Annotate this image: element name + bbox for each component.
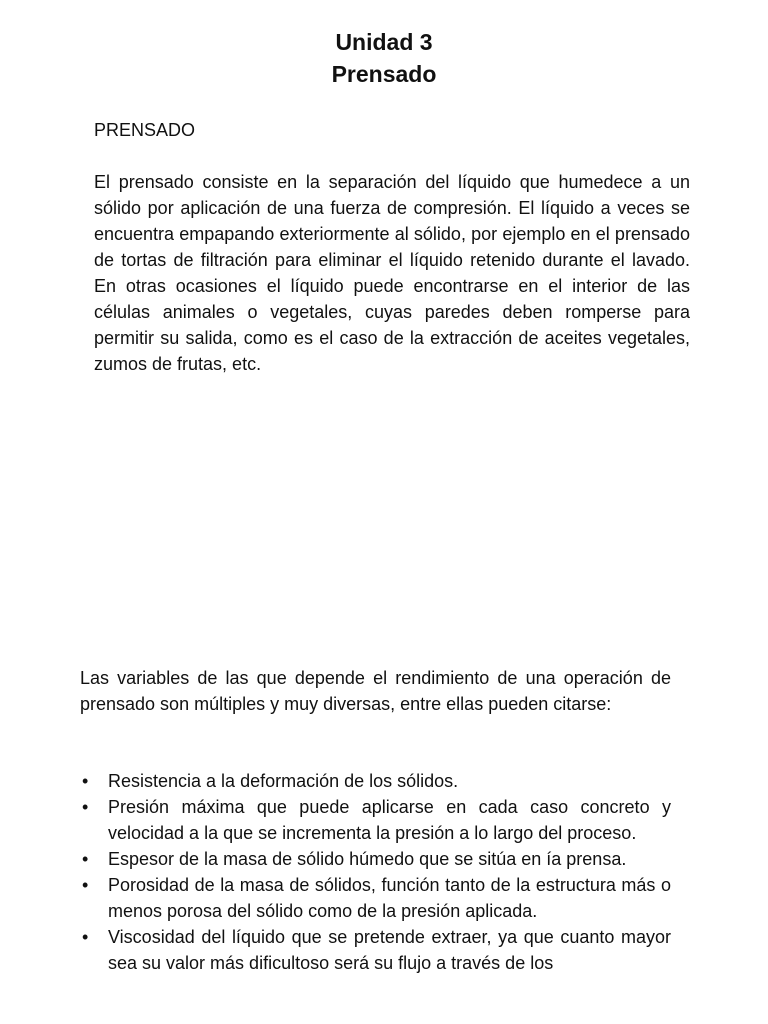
list-item — [80, 768, 671, 794]
list-item-text: Resistencia a la deformación de los sólidos. — [108, 771, 459, 791]
list-item-text: Viscosidad del líquido que se pretende extraer, ya que cuanto mayor sea su valor más dificultoso será su flujo a través de los — [108, 927, 671, 973]
bullet-icon: • — [82, 849, 89, 869]
bullet-icon: • — [82, 797, 89, 817]
list-item — [80, 846, 671, 872]
title-line-topic: Prensado — [331, 61, 437, 87]
variables-paragraph: Las variables de las que depende el rendimiento de una operación de prensado son múltiples y muy diversas, entre ellas pueden citarse: — [80, 668, 671, 714]
list-item-text: Presión máxima que puede aplicarse en cada caso concreto y velocidad a la que se incrementa la presión a lo largo del proceso. — [108, 797, 671, 843]
bullet-icon: • — [82, 771, 89, 791]
list-item-text: Espesor de la masa de sólido húmedo que se sitúa en ía prensa. — [108, 849, 627, 869]
list-item — [80, 872, 671, 924]
bullet-icon: • — [82, 927, 89, 947]
bullet-icon: • — [82, 875, 89, 895]
title-line-unit: Unidad 3 — [335, 29, 433, 55]
list-item — [80, 794, 671, 846]
intro-paragraph: El prensado consiste en la separación del líquido que humedece a un sólido por aplicación de una fuerza de compresión. El líquido a veces se encuentra empapando exteriormente al sólido, por ejemplo en el prensado de tortas de filtración para eliminar el líquido retenido durante el lavado. En otras ocasiones el líquido puede encontrarse en el interior de las células animales o vegetales, cuyas paredes deben romperse para permitir su salida, como es el caso de la extracción de aceites vegetales, zumos de frutas, etc. — [94, 172, 690, 374]
section-heading: PRENSADO — [94, 120, 196, 140]
list-item-text: Porosidad de la masa de sólidos, función tanto de la estructura más o menos porosa del sólido como de la presión aplicada. — [108, 875, 671, 921]
variables-list — [80, 768, 671, 976]
document-title — [0, 26, 768, 90]
list-item — [80, 924, 671, 976]
